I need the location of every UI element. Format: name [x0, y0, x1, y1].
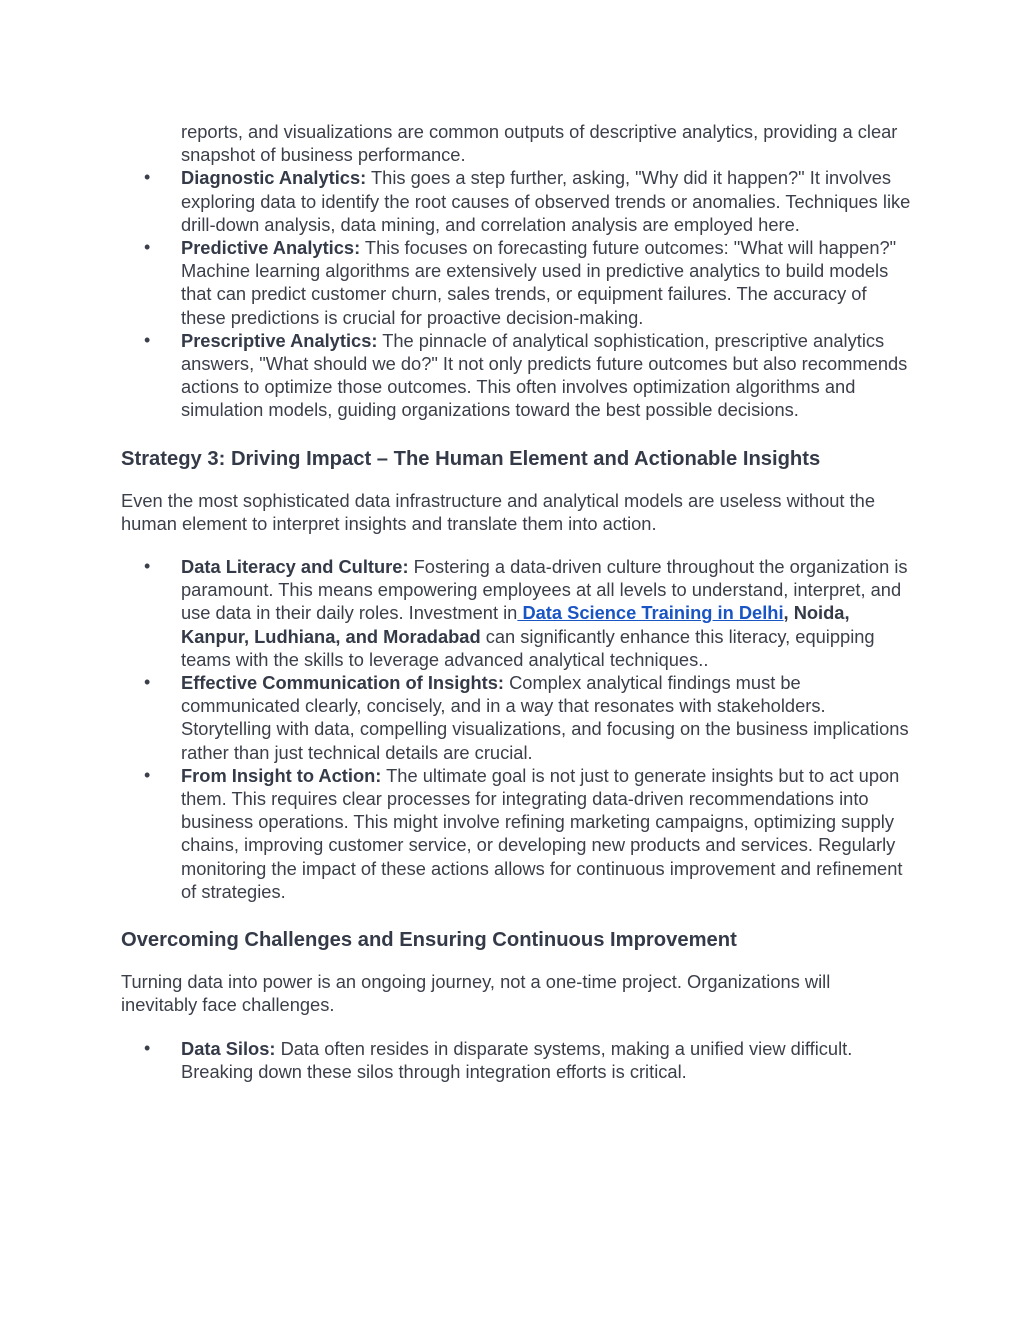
strategy3-heading: Strategy 3: Driving Impact – The Human Element and Actionable Insights [121, 447, 821, 470]
item-lead: Data Silos: [181, 1037, 276, 1059]
item-text: Fostering a data-driven culture throughout the organization is paramount. This means empowering employees at all levels to understand, interpret, and use data in their daily roles. Investment in [181, 556, 908, 624]
item-text: This goes a step further, asking, "Why did it happen?" It involves exploring data to identify the root causes of observed trends or anomalies. Techniques like drill-down analysis, data mining, and correlation analysis are employed here. [181, 167, 911, 235]
page-content [121, 120, 911, 1083]
item-lead: Data Literacy and Culture: [181, 556, 409, 578]
challenges-list [121, 1037, 911, 1083]
item-text: Data often resides in disparate systems, making a unified view difficult. Breaking down these silos through integration efforts is critical. [181, 1037, 853, 1082]
item-lead: From Insight to Action: [181, 764, 382, 786]
item-lead: Diagnostic Analytics: [181, 167, 367, 189]
cities-text: , Noida, Kanpur, Ludhiana, and Moradabad [181, 602, 850, 647]
challenges-paragraph: Turning data into power is an ongoing journey, not a one-time project. Organizations will inevitably face challenges. [121, 971, 831, 1016]
list-item-communication [121, 671, 911, 764]
list-item-prescriptive [121, 329, 911, 422]
item-lead: Effective Communication of Insights: [181, 672, 504, 694]
item-text: The ultimate goal is not just to generate insights but to act upon them. This requires clear processes for integrating data-driven recommendations into business operations. This might involve refining marketing campaigns, optimizing supply chains, improving customer service, or developing new products and services. Regularly monitoring the impact of these actions allows for continuous improvement and refinement of strategies. [181, 764, 903, 902]
item-text: This focuses on forecasting future outcomes: "What will happen?" Machine learning algorithms are extensively used in predictive analytics to build models that can predict customer churn, sales trends, or equipment failures. The accuracy of these predictions is crucial for proactive decision-making. [181, 237, 897, 328]
item-lead: Predictive Analytics: [181, 237, 361, 259]
strategy3-paragraph: Even the most sophisticated data infrastructure and analytical models are useless without the human element to interpret insights and translate them into action. [121, 489, 876, 534]
challenges-heading: Overcoming Challenges and Ensuring Continuous Improvement [121, 929, 737, 952]
list-item-descriptive-continuation [121, 120, 911, 166]
list-item-insight-to-action [121, 764, 911, 903]
list-item-data-silos [121, 1037, 911, 1083]
list-item-data-literacy [121, 555, 911, 671]
list-item-diagnostic [121, 166, 911, 236]
item-text: The pinnacle of analytical sophistication, prescriptive analytics answers, "What should we do?" It not only predicts future outcomes but also recommends actions to optimize those outcomes. This often involves optimization algorithms and simulation models, guiding organizations toward the best possible decisions. [181, 329, 908, 421]
list-item-predictive [121, 236, 911, 329]
strategy3-list [121, 555, 911, 903]
data-science-training-link[interactable]: Data Science Training in Delhi [517, 602, 784, 624]
item-text-after: can significantly enhance this literacy, equipping teams with the skills to leverage advanced analytical techniques.. [181, 625, 875, 670]
item-lead: Prescriptive Analytics: [181, 329, 378, 351]
analytics-types-list [121, 120, 911, 422]
item-text: Complex analytical findings must be communicated clearly, concisely, and in a way that resonates with stakeholders. Storytelling with data, compelling visualizations, and focusing on the business implications rather than just technical details are crucial. [181, 672, 909, 763]
descriptive-continuation-text: reports, and visualizations are common outputs of descriptive analytics, providing a clear snapshot of business performance. [181, 121, 898, 166]
